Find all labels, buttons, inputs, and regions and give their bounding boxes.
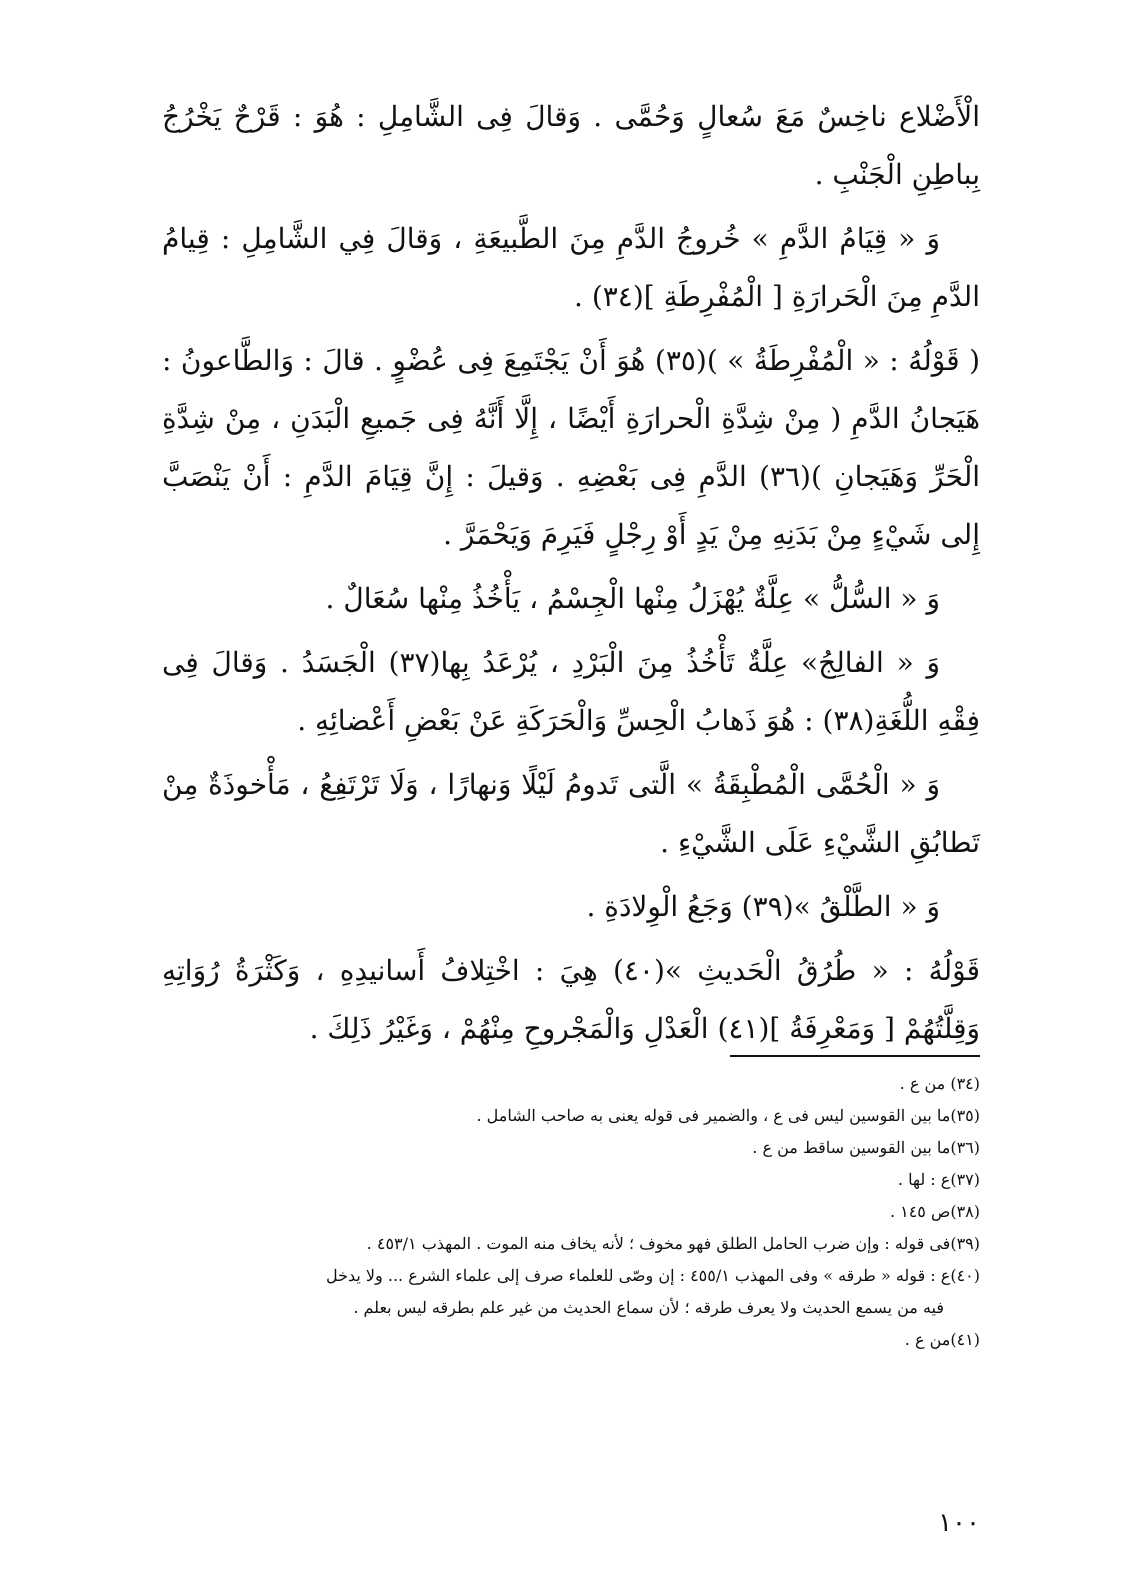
footnote-39: (٣٩)فى قوله : وإن ضرب الحامل الطلق فهو مخوف ؛ لأنه يخاف منه الموت . المهذب ٤٥٣/١ .: [366, 1234, 980, 1253]
paragraph-8: قَوْلُهُ : « طُرُقُ الْحَديثِ »(٤٠) هِيَ : اخْتِلافُ أَسانيدِهِ ، وَكَثْرَةُ رُوَاتِهِ وَقِلَّتُهُمْ [ وَمَعْرِفَةُ ](٤١) الْعَدْلِ وَالْمَجْروحِ مِنْهُمْ ، وَغَيْرُ ذَلِكَ .: [162, 954, 981, 1045]
footnotes: [150, 1068, 980, 1356]
footnote-40: (٤٠)ع : قوله « طرقه » وفى المهذب ٤٥٥/١ : إن وصّى للعلماء صرف إلى علماء الشرع ... ولا يدخل: [325, 1266, 980, 1285]
footnote-41: (٤١)من ع .: [904, 1330, 980, 1349]
footnote-40-continued: فيه من يسمع الحديث ولا يعرف طرقه ؛ لأن سماع الحديث من غير علم بطرقه ليس بعلم .: [353, 1298, 944, 1317]
paragraph-6: وَ « الْحُمَّى الْمُطْبِقَةُ » الَّتى تَدومُ لَيْلًا وَنهارًا ، وَلَا تَرْتَفِعُ ، مَأْخوذَةٌ مِنْ تَطابُقِ الشَّيْءِ عَلَى الشَّيْءِ .: [162, 768, 980, 859]
footnote-35: (٣٥)ما بين القوسين ليس فى ع ، والضمير فى قوله يعنى به صاحب الشامل .: [476, 1106, 980, 1125]
footnote-divider: [730, 1055, 980, 1057]
footnote-37: (٣٧)ع : لها .: [897, 1170, 980, 1189]
paragraph-4: وَ « السُّلُّ » عِلَّةٌ يُهْزَلُ مِنْها الْجِسْمُ ، يَأْخُذُ مِنْها سُعَالٌ .: [325, 582, 940, 615]
footnote-38: (٣٨)ص ١٤٥ .: [889, 1202, 980, 1221]
page-number: ١٠٠: [938, 1508, 980, 1538]
paragraph-3: ( قَوْلُهُ : « الْمُفْرِطَةُ » )(٣٥) هُوَ أَنْ يَجْتَمِعَ فِى عُضْوٍ . قالَ : وَالطَّاعونُ : هَيَجانُ الدَّمِ ( مِنْ شِدَّةِ الْحرارَةِ أَيْضًا ، إِلَّا أَنَّهُ فِى جَميعِ الْبَدَنِ ، مِنْ شِدَّةِ الْحَرِّ وَهَيَجانِ )(٣٦) الدَّمِ فِى بَعْضِهِ . وَقيلَ : إِنَّ قِيَامَ الدَّمِ : أَنْ يَنْصَبَّ إِلى شَيْءٍ مِنْ بَدَنِهِ مِنْ يَدٍ أَوْ رِجْلٍ فَيَرِمَ وَيَحْمَرَّ .: [162, 344, 980, 551]
footnote-36: (٣٦)ما بين القوسين ساقط من ع .: [752, 1138, 980, 1157]
main-text: [162, 88, 980, 1064]
footnote-34: (٣٤) من ع .: [899, 1074, 980, 1093]
paragraph-2: وَ « قِيَامُ الدَّمِ » خُروجُ الدَّمِ مِنَ الطَّبيعَةِ ، وَقالَ فِي الشَّامِلِ : قِيامُ الدَّمِ مِنَ الْحَرارَةِ [ الْمُفْرِطَةِ ](٣٤) .: [162, 222, 980, 313]
paragraph-5: وَ « الفالِجُ» عِلَّةٌ تَأْخُذُ مِنَ الْبَرْدِ ، يُرْعَدُ بِها(٣٧) الْجَسَدُ . وَقالَ فِى فِقْهِ اللُّغَةِ(٣٨) : هُوَ ذَهابُ الْحِسِّ وَالْحَرَكَةِ عَنْ بَعْضِ أَعْضائِهِ .: [162, 646, 980, 737]
paragraph-1: الْأَضْلاع ناخِسٌ مَعَ سُعالٍ وَحُمَّى . وَقالَ فِى الشَّامِلِ : هُوَ : قَرْحٌ يَخْرُجُ بِباطِنِ الْجَنْبِ .: [162, 100, 980, 191]
paragraph-7: وَ « الطَّلْقُ »(٣٩) وَجَعُ الْوِلادَةِ .: [586, 890, 940, 923]
